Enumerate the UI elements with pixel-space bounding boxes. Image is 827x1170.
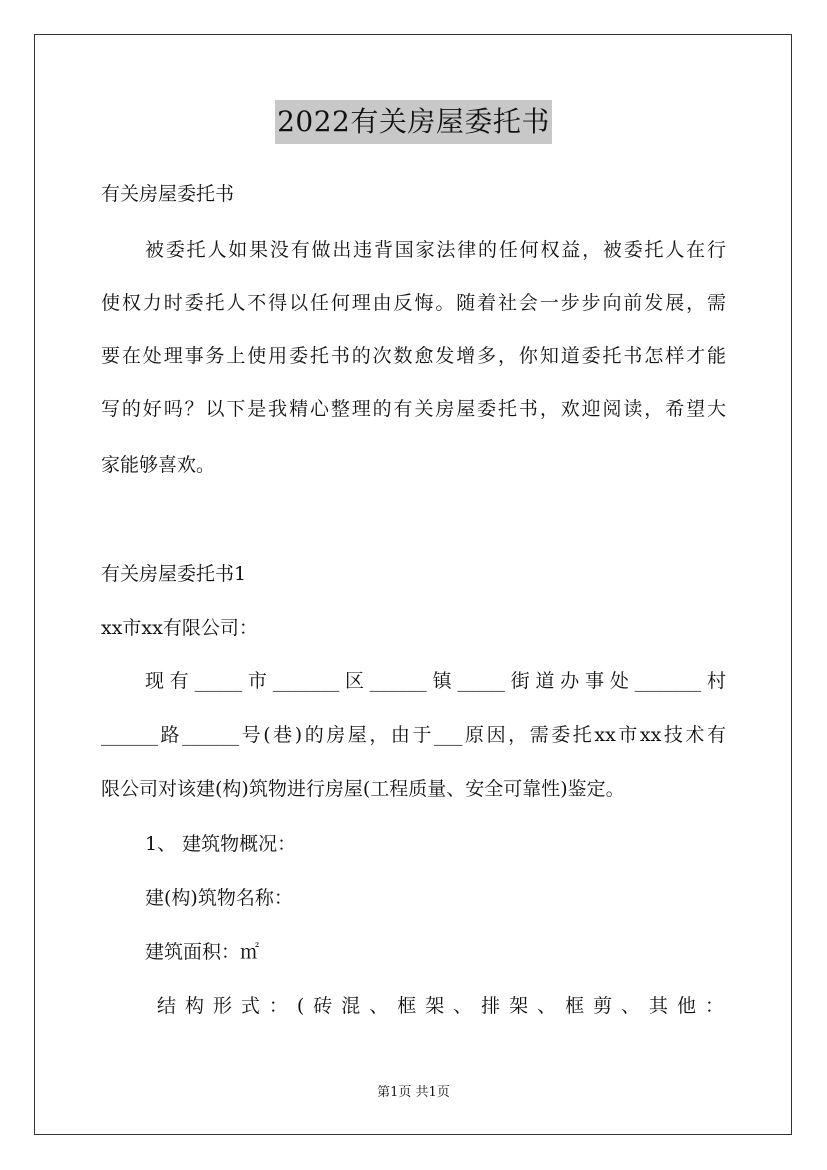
- body-line-2: ______路______号(巷)的房屋，由于___原因，需委托xx市xx技术有: [101, 724, 726, 746]
- document-subtitle: 有关房屋委托书: [101, 183, 235, 205]
- intro-line-1: 被委托人如果没有做出违背国家法律的任何权益，被委托人在行: [145, 239, 726, 261]
- intro-line-3: 要在处理事务上使用委托书的次数愈发增多，你知道委托书怎样才能: [101, 345, 726, 367]
- intro-line-4: 写的好吗？以下是我精心整理的有关房屋委托书，欢迎阅读，希望大: [101, 398, 726, 420]
- recipient-line: xx市xx有限公司：: [101, 617, 258, 639]
- page-footer: 第1页 共1页: [377, 1085, 450, 1100]
- building-name-label: 建(构)筑物名称：: [145, 887, 293, 909]
- body-line-1: 现有_____市_______区______镇_____街道办事处_______村: [145, 670, 726, 692]
- intro-line-5: 家能够喜欢。: [101, 454, 216, 476]
- section-heading: 有关房屋委托书1: [101, 563, 247, 585]
- intro-line-2: 使权力时委托人不得以任何理由反悔。随着社会一步步向前发展，需: [101, 292, 726, 314]
- body-line-3: 限公司对该建(构)筑物进行房屋(工程质量、安全可靠性)鉴定。: [101, 778, 625, 800]
- structure-type-label: 结构形式：(砖混、框架、排架、框剪、其他：: [157, 995, 724, 1017]
- building-area-label: 建筑面积：㎡: [145, 941, 260, 963]
- title-container: [0, 100, 827, 144]
- document-title: 2022有关房屋委托书: [275, 100, 552, 144]
- item-1-heading: 1、 建筑物概况：: [145, 833, 297, 855]
